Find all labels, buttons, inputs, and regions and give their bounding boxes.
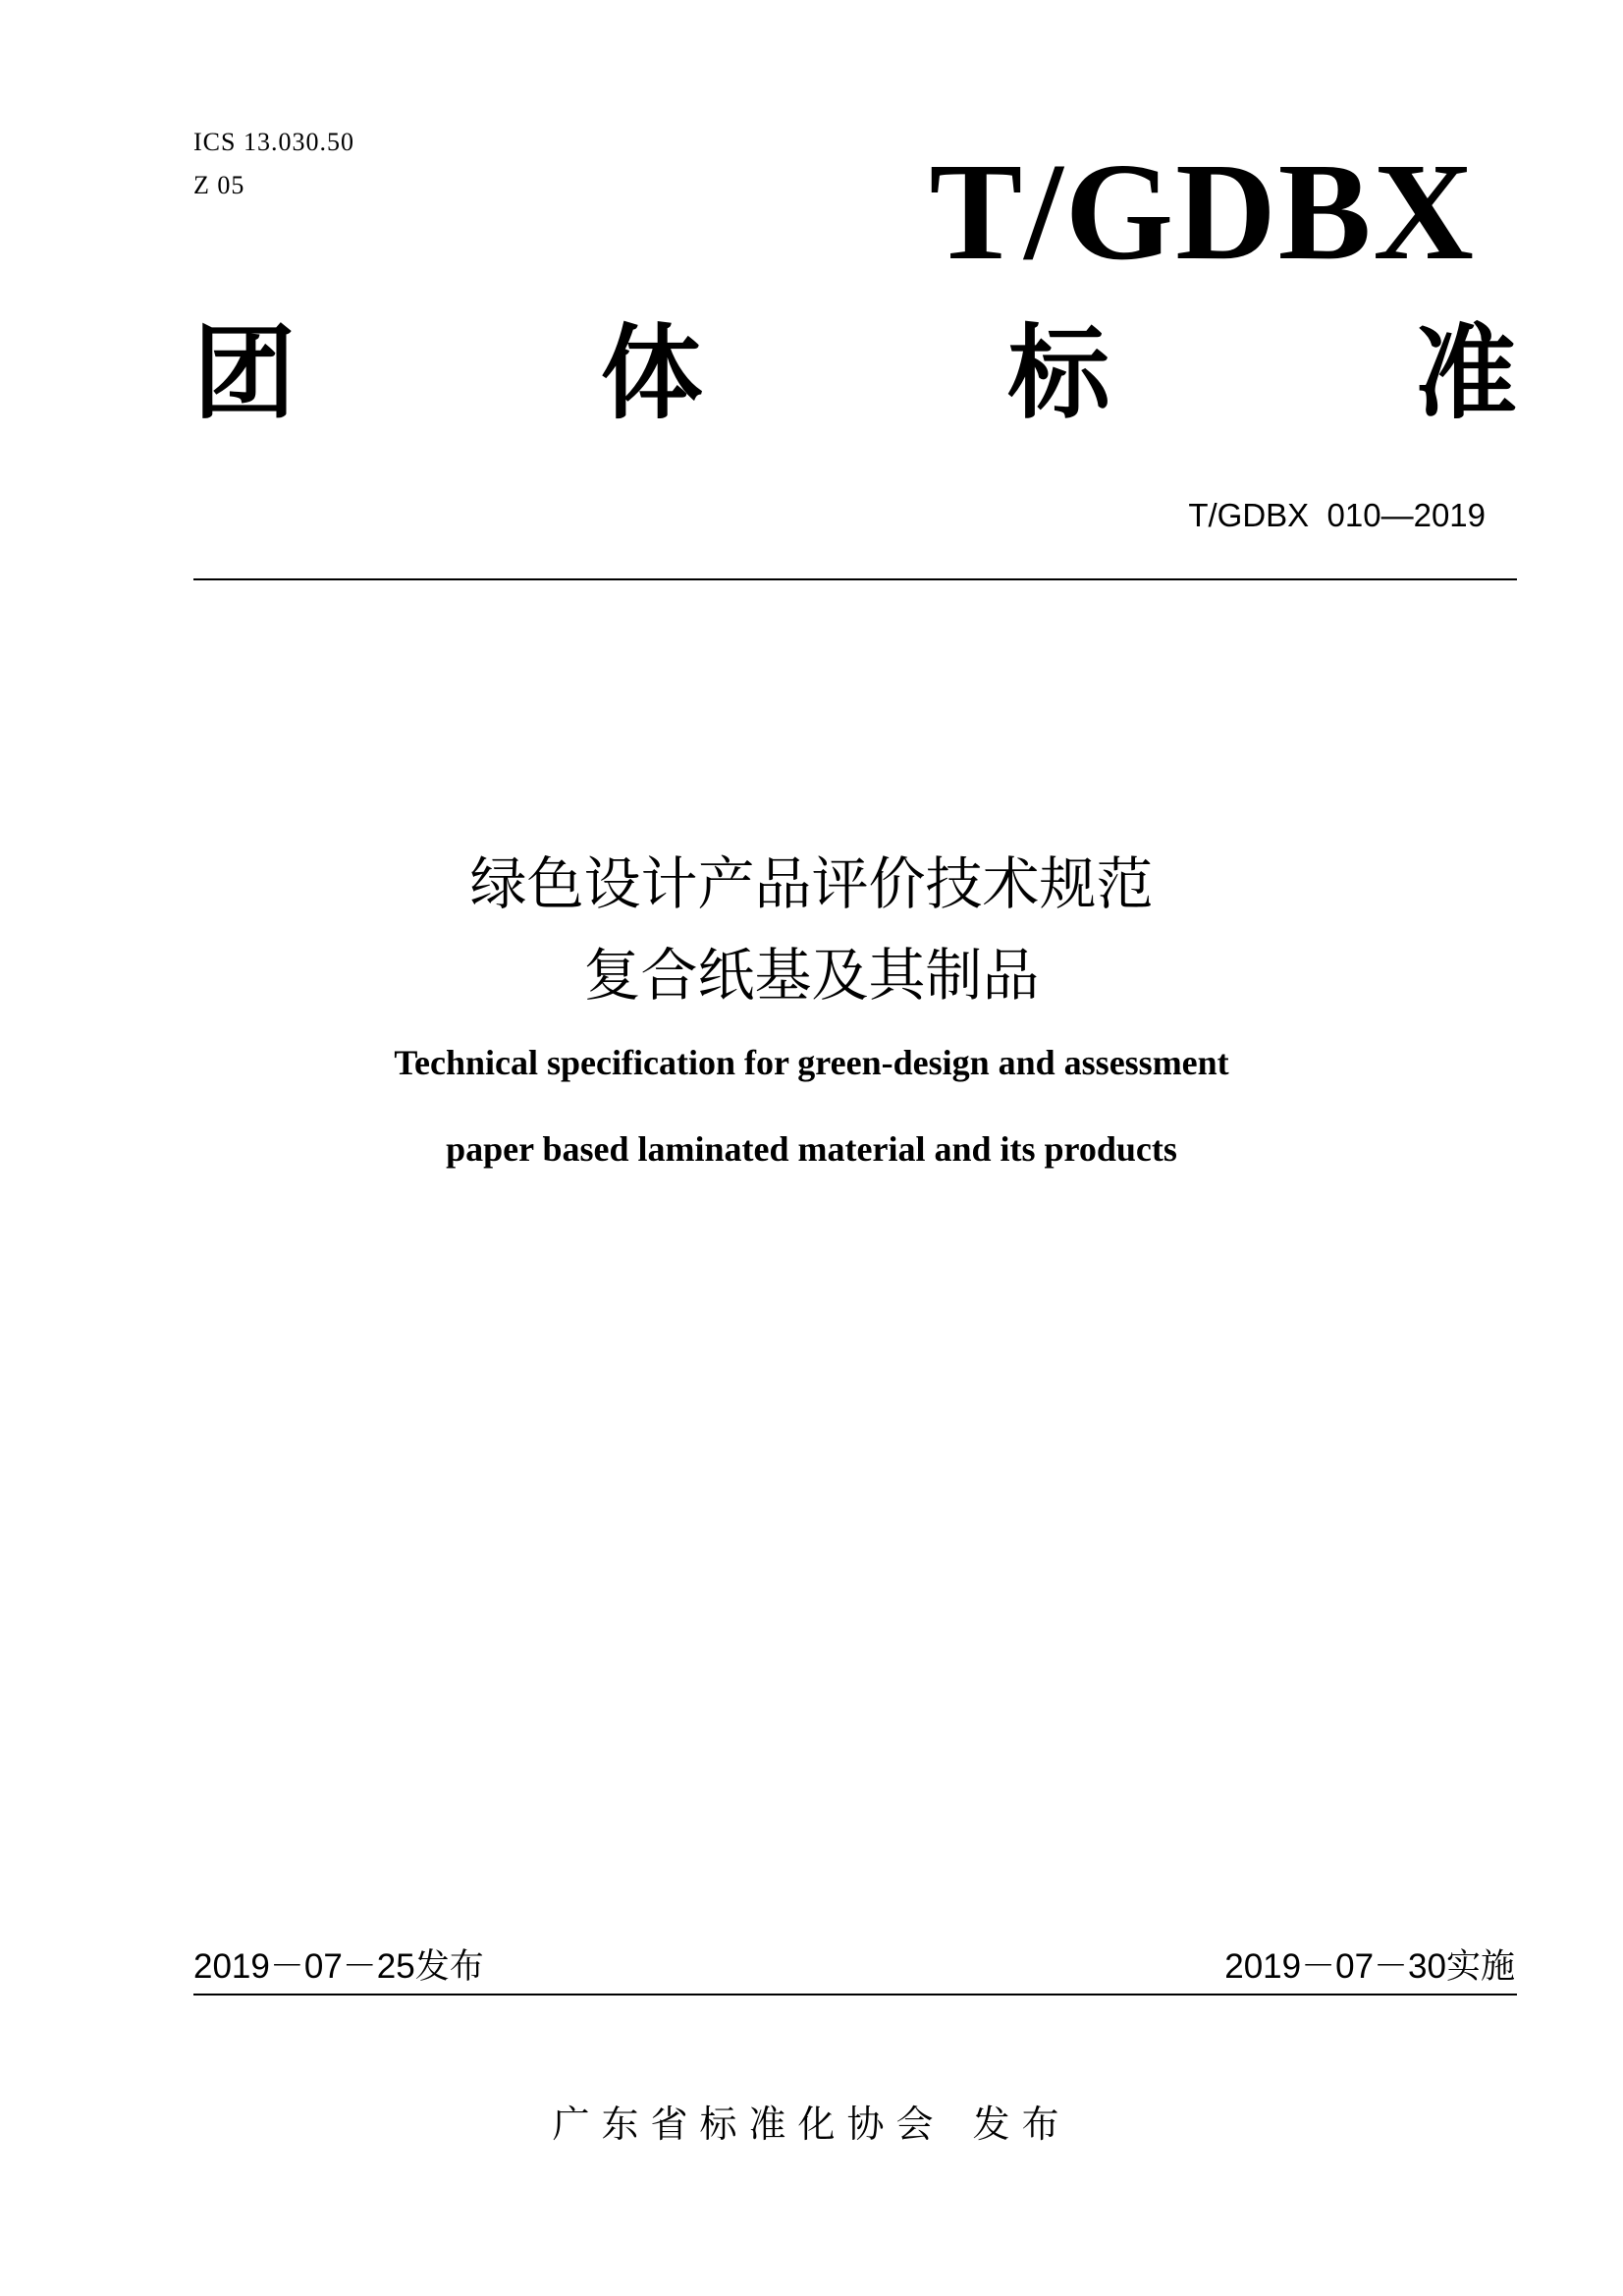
- ics-code: ICS 13.030.50: [193, 128, 354, 156]
- publisher-name: 广东省标准化协会: [552, 2103, 946, 2146]
- title-cn-line1: 绿色设计产品评价技术规范: [469, 850, 1154, 917]
- implement-date-block: [1224, 1946, 1515, 1988]
- classification-code: Z 05: [193, 171, 245, 199]
- issue-date-block: [193, 1946, 484, 1988]
- title-en-line2: paper based laminated material and its products: [446, 1129, 1177, 1169]
- standard-kind-char: 体: [600, 313, 703, 433]
- standard-logo: T/GDBX: [929, 134, 1476, 289]
- publisher-line: [0, 2102, 1623, 2147]
- issue-date: 2019－07－25: [193, 1947, 415, 1986]
- standard-number: T/GDBX 010—2019: [1188, 497, 1486, 533]
- title-cn-line2: 复合纸基及其制品: [583, 942, 1040, 1009]
- standard-kind-heading: [193, 314, 1517, 432]
- standard-kind-char: 标: [1007, 313, 1110, 433]
- bottom-divider: [193, 1994, 1517, 1995]
- publisher-action: 发布: [972, 2103, 1071, 2146]
- standard-kind-char: 团: [193, 313, 297, 433]
- issue-label: 发布: [414, 1947, 484, 1987]
- implement-label: 实施: [1445, 1947, 1515, 1987]
- standard-kind-char: 准: [1414, 313, 1517, 433]
- title-en-line1: Technical specification for green-design and assessment: [394, 1043, 1229, 1082]
- top-divider: [193, 578, 1517, 580]
- implement-date: 2019－07－30: [1224, 1947, 1446, 1986]
